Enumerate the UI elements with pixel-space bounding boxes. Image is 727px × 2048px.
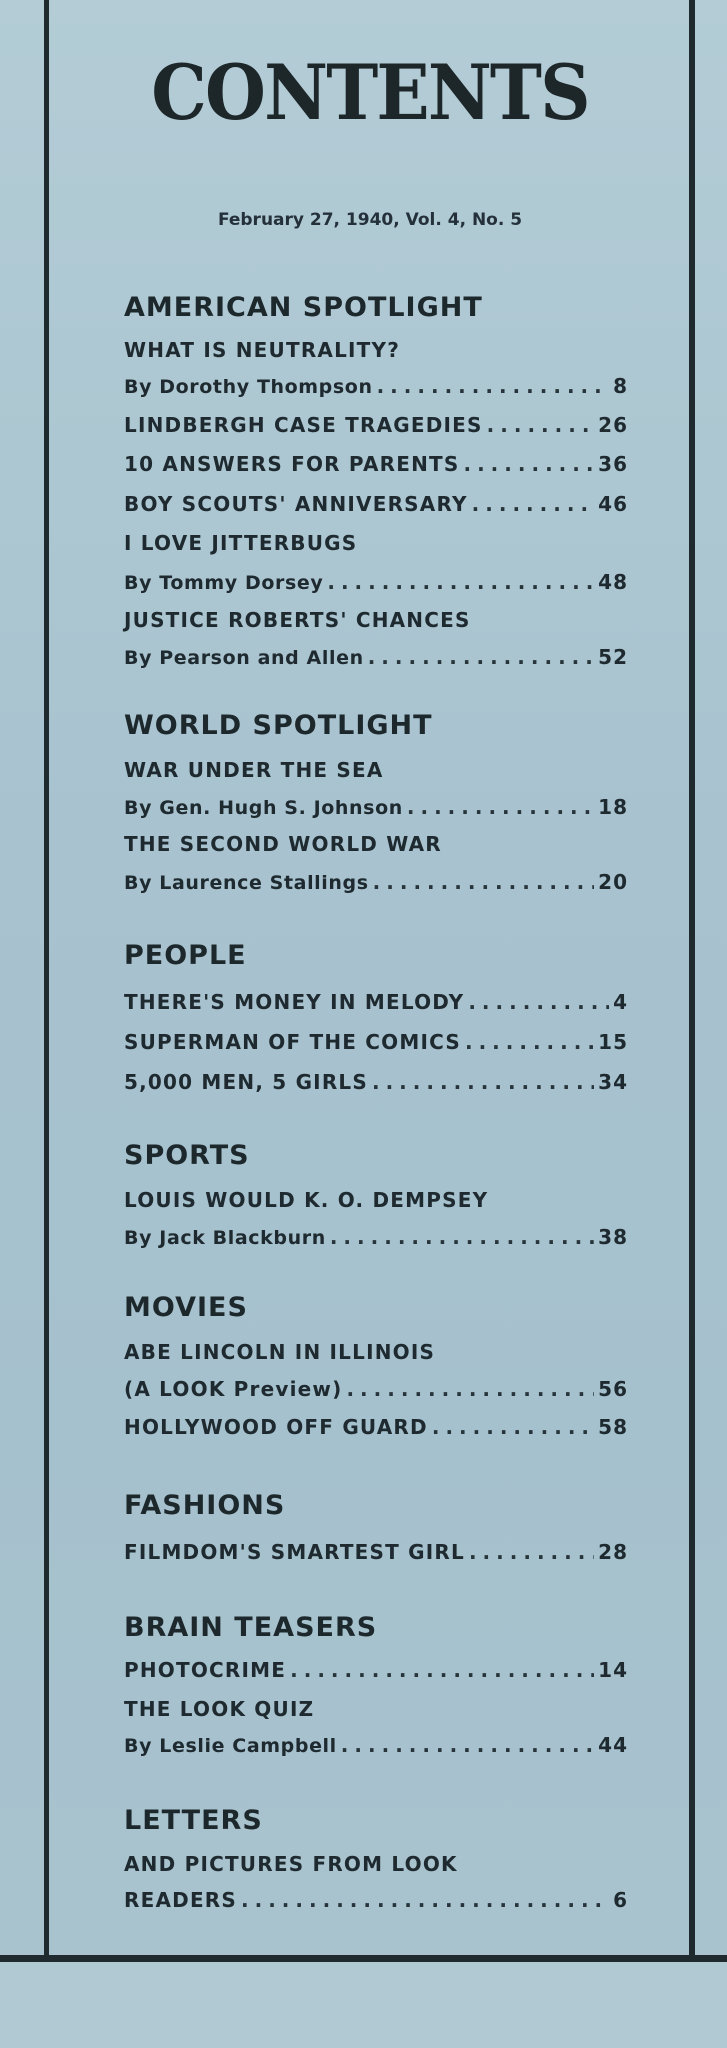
page-number: 14 <box>598 1658 628 1682</box>
toc-entry[interactable] <box>124 990 628 1014</box>
section-title-letters: LETTERS <box>124 1805 263 1836</box>
entry-title: LINDBERGH CASE TRAGEDIES <box>124 413 483 437</box>
toc-entry-title[interactable]: THE SECOND WORLD WAR <box>124 832 442 856</box>
leader-dots <box>407 795 594 819</box>
entry-title: HOLLYWOOD OFF GUARD <box>124 1415 428 1439</box>
entry-subline-text: (A LOOK Preview) <box>124 1377 343 1401</box>
entry-title: SUPERMAN OF THE COMICS <box>124 1030 461 1054</box>
toc-entry-byline[interactable] <box>124 645 628 669</box>
byline-text: By Laurence Stallings <box>124 872 369 894</box>
byline-text: By Gen. Hugh S. Johnson <box>124 797 403 819</box>
leader-dots <box>377 374 610 398</box>
leader-dots <box>368 645 594 669</box>
page-number: 48 <box>598 570 628 594</box>
leader-dots <box>432 1415 594 1439</box>
byline-text: By Tommy Dorsey <box>124 572 324 594</box>
toc-entry-title[interactable]: I LOVE JITTERBUGS <box>124 531 358 555</box>
page-number: 26 <box>598 413 628 437</box>
toc-entry-title[interactable]: WAR UNDER THE SEA <box>124 758 384 782</box>
right-border-rule <box>689 0 695 1970</box>
toc-entry[interactable] <box>124 1540 628 1564</box>
section-title-people: PEOPLE <box>124 940 247 971</box>
page-number: 18 <box>598 795 628 819</box>
toc-entry[interactable] <box>124 452 628 476</box>
bottom-border-rule <box>0 1955 727 1962</box>
left-border-rule <box>44 0 49 1968</box>
toc-entry-title[interactable]: LOUIS WOULD K. O. DEMPSEY <box>124 1188 489 1212</box>
page-number: 8 <box>613 374 628 398</box>
toc-entry[interactable] <box>124 1030 628 1054</box>
page-number: 20 <box>598 870 628 894</box>
toc-entry-byline[interactable] <box>124 570 628 594</box>
entry-title: 5,000 MEN, 5 GIRLS <box>124 1070 368 1094</box>
toc-entry-title[interactable]: WHAT IS NEUTRALITY? <box>124 338 401 362</box>
toc-entry[interactable] <box>124 1658 628 1682</box>
section-title-american-spotlight: AMERICAN SPOTLIGHT <box>124 292 483 323</box>
toc-entry-title[interactable]: ABE LINCOLN IN ILLINOIS <box>124 1340 436 1364</box>
entry-subline-text: READERS <box>124 1888 238 1912</box>
entry-title: PHOTOCRIME <box>124 1658 287 1682</box>
page-number: 15 <box>598 1030 628 1054</box>
section-title-fashions: FASHIONS <box>124 1490 286 1521</box>
toc-entry-title[interactable]: JUSTICE ROBERTS' CHANCES <box>124 608 471 632</box>
leader-dots <box>346 1377 594 1401</box>
byline-text: By Dorothy Thompson <box>124 376 373 398</box>
leader-dots <box>487 413 595 437</box>
leader-dots <box>465 1030 594 1054</box>
leader-dots <box>373 870 595 894</box>
toc-entry-title[interactable]: AND PICTURES FROM LOOK <box>124 1852 458 1876</box>
leader-dots <box>341 1733 594 1757</box>
toc-entry[interactable] <box>124 1070 628 1094</box>
page-number: 6 <box>613 1888 628 1912</box>
bottom-margin <box>0 1962 727 2048</box>
page-number: 4 <box>613 990 628 1014</box>
page-number: 46 <box>598 492 628 516</box>
page-number: 28 <box>598 1540 628 1564</box>
toc-entry-subline[interactable] <box>124 1377 628 1401</box>
toc-entry-subline[interactable] <box>124 1888 628 1912</box>
leader-dots <box>327 570 594 594</box>
leader-dots <box>330 1225 594 1249</box>
toc-entry-byline[interactable] <box>124 1733 628 1757</box>
byline-text: By Jack Blackburn <box>124 1227 326 1249</box>
page-number: 36 <box>598 452 628 476</box>
leader-dots <box>468 990 609 1014</box>
entry-title: FILMDOM'S SMARTEST GIRL <box>124 1540 465 1564</box>
entry-title: BOY SCOUTS' ANNIVERSARY <box>124 492 468 516</box>
toc-entry[interactable] <box>124 1415 628 1439</box>
byline-text: By Leslie Campbell <box>124 1735 337 1757</box>
toc-entry[interactable] <box>124 492 628 516</box>
section-title-world-spotlight: WORLD SPOTLIGHT <box>124 710 433 741</box>
leader-dots <box>463 452 594 476</box>
issue-date-line: February 27, 1940, Vol. 4, No. 5 <box>217 210 523 230</box>
page-number: 38 <box>598 1225 628 1249</box>
leader-dots <box>372 1070 594 1094</box>
leader-dots <box>472 492 595 516</box>
section-title-sports: SPORTS <box>124 1140 250 1171</box>
section-title-brain-teasers: BRAIN TEASERS <box>124 1612 378 1643</box>
page-number: 58 <box>598 1415 628 1439</box>
toc-entry-byline[interactable] <box>124 374 628 398</box>
byline-text: By Pearson and Allen <box>124 647 364 669</box>
entry-title: 10 ANSWERS FOR PARENTS <box>124 452 460 476</box>
page-number: 52 <box>598 645 628 669</box>
toc-entry-byline[interactable] <box>124 870 628 894</box>
leader-dots <box>241 1888 609 1912</box>
toc-entry[interactable] <box>124 413 628 437</box>
section-title-movies: MOVIES <box>124 1292 248 1323</box>
page-number: 44 <box>598 1733 628 1757</box>
page-number: 34 <box>598 1070 628 1094</box>
toc-entry-title[interactable]: THE LOOK QUIZ <box>124 1697 315 1721</box>
entry-title: THERE'S MONEY IN MELODY <box>124 990 465 1014</box>
leader-dots <box>290 1658 594 1682</box>
toc-entry-byline[interactable] <box>124 795 628 819</box>
leader-dots <box>469 1540 594 1564</box>
page-number: 56 <box>598 1377 628 1401</box>
toc-entry-byline[interactable] <box>124 1225 628 1249</box>
page-title: CONTENTS <box>151 48 589 137</box>
